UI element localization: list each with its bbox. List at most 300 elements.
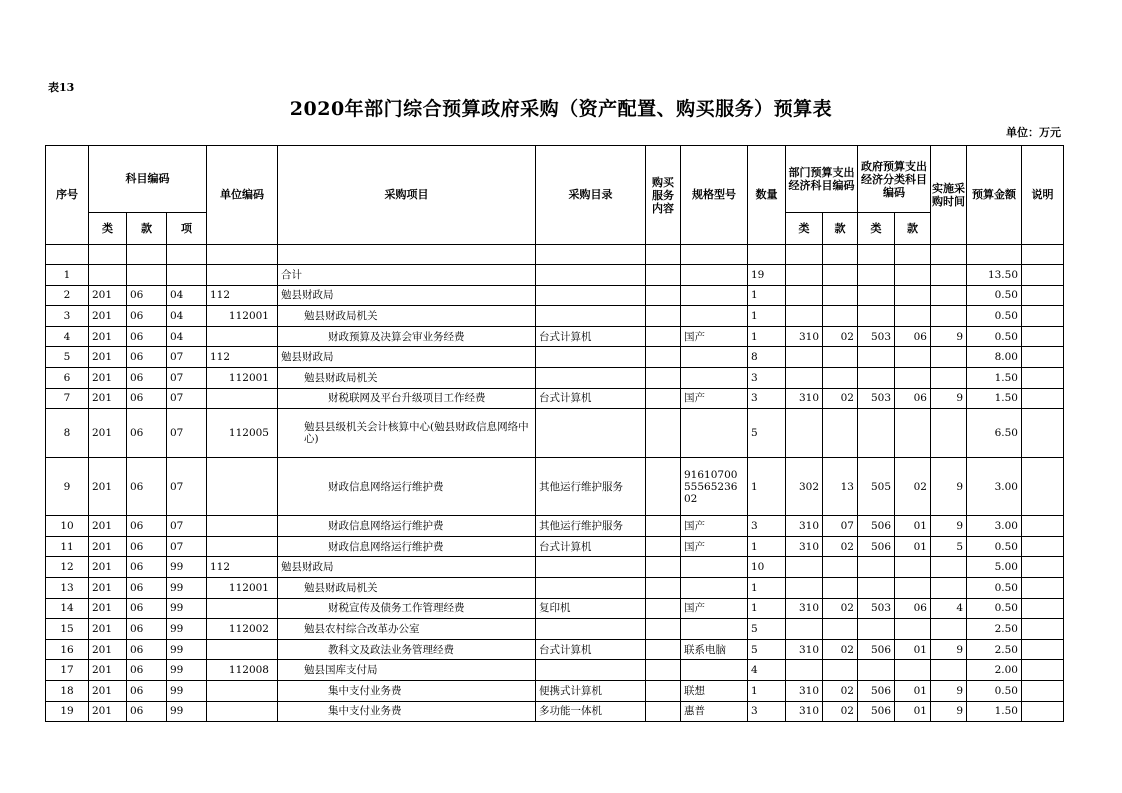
cell-lei: 201 (89, 458, 127, 516)
cell-seq: 16 (46, 639, 89, 660)
cell-time: 9 (931, 458, 967, 516)
cell-gov-kuan (895, 367, 931, 388)
cell-gov-kuan: 06 (895, 388, 931, 409)
cell-spec (681, 557, 748, 578)
cell-amount: 1.50 (967, 367, 1022, 388)
cell-lei: 201 (89, 388, 127, 409)
table-row (46, 680, 1064, 701)
cell-project: 财税宣传及债务工作管理经费 (278, 598, 536, 619)
cell-gov-kuan (895, 285, 931, 306)
cell-note (1022, 458, 1064, 516)
cell-lei: 201 (89, 577, 127, 598)
cell-qty: 1 (748, 306, 786, 327)
header-spec: 规格型号 (681, 146, 748, 245)
table-row (46, 598, 1064, 619)
cell-service (646, 516, 681, 537)
header-lei: 类 (89, 213, 127, 245)
header-kuan: 款 (127, 213, 167, 245)
cell-seq: 7 (46, 388, 89, 409)
cell-gov-kuan: 01 (895, 680, 931, 701)
header-note: 说明 (1022, 146, 1064, 245)
cell-seq: 18 (46, 680, 89, 701)
cell-project: 财政信息网络运行维护费 (278, 516, 536, 537)
cell-unit-code (207, 326, 278, 347)
header-service: 购买服务内容 (646, 146, 681, 245)
cell-amount: 0.50 (967, 326, 1022, 347)
cell-gov-lei: 506 (858, 639, 895, 660)
cell-service (646, 701, 681, 722)
table-row (46, 660, 1064, 681)
cell-catalog (536, 660, 646, 681)
cell-dept-lei: 310 (786, 326, 823, 347)
cell-dept-kuan (823, 577, 858, 598)
cell-seq: 1 (46, 265, 89, 286)
cell-kuan: 06 (127, 516, 167, 537)
table-row (46, 265, 1064, 286)
cell-time (931, 619, 967, 640)
cell-dept-kuan (823, 306, 858, 327)
cell-kuan: 06 (127, 598, 167, 619)
cell-project: 集中支付业务费 (278, 680, 536, 701)
header-catalog: 采购目录 (536, 146, 646, 245)
table-row (46, 619, 1064, 640)
cell-dept-lei (786, 347, 823, 368)
cell-note (1022, 701, 1064, 722)
cell-unit-code: 112 (207, 285, 278, 306)
table-row (46, 306, 1064, 327)
cell-dept-kuan (823, 409, 858, 458)
cell-lei: 201 (89, 536, 127, 557)
cell-gov-lei (858, 367, 895, 388)
cell-project: 勉县国库支付局 (278, 660, 536, 681)
cell-time: 5 (931, 536, 967, 557)
table-row (46, 409, 1064, 458)
cell-service (646, 536, 681, 557)
cell-gov-kuan (895, 577, 931, 598)
cell-catalog: 台式计算机 (536, 326, 646, 347)
cell-unit-code: 112001 (207, 367, 278, 388)
cell-amount: 0.50 (967, 285, 1022, 306)
cell-dept-kuan (823, 660, 858, 681)
cell-unit-code: 112002 (207, 619, 278, 640)
page-title: 2020年部门综合预算政府采购（资产配置、购买服务）预算表 (289, 98, 833, 120)
cell-catalog: 台式计算机 (536, 639, 646, 660)
cell-spec: 国产 (681, 326, 748, 347)
cell-spec (681, 367, 748, 388)
spacer-row (46, 245, 1064, 265)
cell-service (646, 458, 681, 516)
cell-gov-kuan (895, 409, 931, 458)
cell-gov-kuan (895, 619, 931, 640)
cell-spec: 916107005556523602 (681, 458, 748, 516)
cell-unit-code: 112 (207, 557, 278, 578)
cell-kuan: 06 (127, 639, 167, 660)
cell-gov-kuan: 01 (895, 516, 931, 537)
cell-amount: 0.50 (967, 598, 1022, 619)
cell-qty: 5 (748, 619, 786, 640)
cell-qty: 3 (748, 388, 786, 409)
cell-gov-kuan (895, 660, 931, 681)
cell-seq: 6 (46, 367, 89, 388)
cell-time (931, 409, 967, 458)
cell-spec (681, 265, 748, 286)
cell-kuan: 06 (127, 388, 167, 409)
cell-catalog: 其他运行维护服务 (536, 458, 646, 516)
cell-note (1022, 577, 1064, 598)
cell-gov-lei: 506 (858, 701, 895, 722)
cell-qty: 10 (748, 557, 786, 578)
cell-note (1022, 557, 1064, 578)
cell-qty: 3 (748, 367, 786, 388)
cell-unit-code (207, 388, 278, 409)
cell-unit-code: 112 (207, 347, 278, 368)
cell-seq: 13 (46, 577, 89, 598)
cell-dept-lei: 310 (786, 701, 823, 722)
cell-note (1022, 536, 1064, 557)
cell-amount: 0.50 (967, 536, 1022, 557)
cell-xiang: 99 (167, 598, 207, 619)
cell-spec (681, 306, 748, 327)
table-row (46, 458, 1064, 516)
cell-spec (681, 660, 748, 681)
cell-spec: 联想 (681, 680, 748, 701)
table-row (46, 536, 1064, 557)
cell-gov-lei (858, 619, 895, 640)
cell-seq: 14 (46, 598, 89, 619)
cell-spec (681, 347, 748, 368)
cell-project: 勉县财政局 (278, 347, 536, 368)
header-dept-econ: 部门预算支出经济科目编码 (786, 146, 858, 213)
cell-gov-lei (858, 409, 895, 458)
header-qty: 数量 (748, 146, 786, 245)
cell-spec (681, 619, 748, 640)
cell-gov-lei (858, 306, 895, 327)
header-xiang: 项 (167, 213, 207, 245)
cell-amount: 6.50 (967, 409, 1022, 458)
cell-spec: 惠普 (681, 701, 748, 722)
cell-time (931, 367, 967, 388)
cell-dept-kuan: 02 (823, 536, 858, 557)
cell-lei: 201 (89, 367, 127, 388)
cell-note (1022, 660, 1064, 681)
cell-time: 9 (931, 516, 967, 537)
cell-catalog (536, 577, 646, 598)
cell-dept-lei: 302 (786, 458, 823, 516)
cell-dept-kuan (823, 285, 858, 306)
cell-dept-lei (786, 577, 823, 598)
cell-project: 勉县财政局机关 (278, 367, 536, 388)
cell-gov-kuan: 01 (895, 536, 931, 557)
cell-gov-kuan (895, 347, 931, 368)
table-row (46, 516, 1064, 537)
cell-unit-code (207, 516, 278, 537)
cell-xiang (167, 265, 207, 286)
cell-gov-kuan: 06 (895, 598, 931, 619)
cell-lei: 201 (89, 285, 127, 306)
cell-seq: 15 (46, 619, 89, 640)
cell-time (931, 265, 967, 286)
cell-project: 合计 (278, 265, 536, 286)
cell-gov-lei (858, 660, 895, 681)
cell-catalog (536, 347, 646, 368)
cell-spec (681, 409, 748, 458)
cell-service (646, 680, 681, 701)
cell-catalog: 复印机 (536, 598, 646, 619)
cell-xiang: 99 (167, 701, 207, 722)
cell-amount: 5.00 (967, 557, 1022, 578)
cell-lei: 201 (89, 516, 127, 537)
cell-xiang: 04 (167, 306, 207, 327)
cell-gov-lei (858, 265, 895, 286)
cell-qty: 8 (748, 347, 786, 368)
cell-dept-kuan: 02 (823, 326, 858, 347)
header-gov-kuan: 款 (895, 213, 931, 245)
cell-time (931, 285, 967, 306)
cell-service (646, 285, 681, 306)
cell-xiang: 99 (167, 639, 207, 660)
cell-dept-lei: 310 (786, 536, 823, 557)
table-row (46, 701, 1064, 722)
cell-xiang: 99 (167, 577, 207, 598)
cell-note (1022, 265, 1064, 286)
cell-spec: 国产 (681, 598, 748, 619)
cell-spec: 国产 (681, 516, 748, 537)
cell-note (1022, 326, 1064, 347)
cell-dept-kuan: 13 (823, 458, 858, 516)
cell-xiang: 99 (167, 619, 207, 640)
cell-project: 财政信息网络运行维护费 (278, 458, 536, 516)
cell-kuan: 06 (127, 326, 167, 347)
cell-gov-lei (858, 285, 895, 306)
header-time: 实施采购时间 (931, 146, 967, 245)
cell-amount: 2.50 (967, 639, 1022, 660)
cell-service (646, 347, 681, 368)
cell-dept-lei (786, 409, 823, 458)
cell-note (1022, 306, 1064, 327)
cell-kuan: 06 (127, 285, 167, 306)
header-seq: 序号 (46, 146, 89, 245)
cell-kuan: 06 (127, 660, 167, 681)
cell-gov-lei (858, 557, 895, 578)
cell-qty: 1 (748, 285, 786, 306)
cell-project: 勉县财政局 (278, 557, 536, 578)
cell-service (646, 367, 681, 388)
cell-amount: 1.50 (967, 701, 1022, 722)
cell-catalog (536, 367, 646, 388)
cell-unit-code (207, 265, 278, 286)
cell-time (931, 306, 967, 327)
cell-lei (89, 265, 127, 286)
cell-qty: 3 (748, 516, 786, 537)
cell-qty: 19 (748, 265, 786, 286)
header-project: 采购项目 (278, 146, 536, 245)
unit-label: 单位：万元 (1006, 126, 1061, 139)
cell-unit-code: 112001 (207, 306, 278, 327)
cell-lei: 201 (89, 347, 127, 368)
cell-spec (681, 285, 748, 306)
header-dept-lei: 类 (786, 213, 823, 245)
cell-time: 9 (931, 326, 967, 347)
table-header (46, 146, 1064, 265)
cell-lei: 201 (89, 326, 127, 347)
cell-project: 勉县农村综合改革办公室 (278, 619, 536, 640)
cell-dept-kuan: 02 (823, 680, 858, 701)
cell-gov-lei: 506 (858, 680, 895, 701)
cell-time: 4 (931, 598, 967, 619)
cell-qty: 5 (748, 639, 786, 660)
cell-seq: 12 (46, 557, 89, 578)
cell-unit-code (207, 536, 278, 557)
cell-kuan: 06 (127, 577, 167, 598)
cell-gov-kuan: 01 (895, 639, 931, 660)
cell-seq: 4 (46, 326, 89, 347)
cell-unit-code (207, 458, 278, 516)
cell-note (1022, 619, 1064, 640)
cell-gov-lei: 503 (858, 388, 895, 409)
cell-time: 9 (931, 388, 967, 409)
table-row (46, 347, 1064, 368)
cell-gov-kuan: 06 (895, 326, 931, 347)
cell-qty: 3 (748, 701, 786, 722)
cell-project: 财政预算及决算会审业务经费 (278, 326, 536, 347)
cell-xiang: 07 (167, 409, 207, 458)
cell-kuan: 06 (127, 701, 167, 722)
cell-dept-lei (786, 306, 823, 327)
cell-project: 财政信息网络运行维护费 (278, 536, 536, 557)
table-id: 表13 (48, 81, 75, 94)
cell-kuan (127, 265, 167, 286)
cell-amount: 3.00 (967, 458, 1022, 516)
cell-gov-kuan (895, 265, 931, 286)
cell-xiang: 07 (167, 458, 207, 516)
cell-unit-code: 112008 (207, 660, 278, 681)
cell-spec (681, 577, 748, 598)
cell-note (1022, 285, 1064, 306)
cell-lei: 201 (89, 660, 127, 681)
cell-time: 9 (931, 639, 967, 660)
cell-amount: 0.50 (967, 577, 1022, 598)
cell-amount: 0.50 (967, 680, 1022, 701)
cell-xiang: 07 (167, 388, 207, 409)
cell-service (646, 660, 681, 681)
table-row (46, 557, 1064, 578)
cell-time: 9 (931, 680, 967, 701)
cell-project: 教科文及政法业务管理经费 (278, 639, 536, 660)
cell-qty: 1 (748, 458, 786, 516)
cell-dept-lei (786, 619, 823, 640)
cell-project: 勉县财政局机关 (278, 577, 536, 598)
cell-project: 勉县县级机关会计核算中心(勉县财政信息网络中心) (278, 409, 536, 458)
cell-kuan: 06 (127, 557, 167, 578)
cell-amount: 13.50 (967, 265, 1022, 286)
cell-service (646, 639, 681, 660)
cell-spec: 国产 (681, 388, 748, 409)
cell-lei: 201 (89, 557, 127, 578)
cell-dept-lei (786, 367, 823, 388)
cell-unit-code (207, 639, 278, 660)
cell-kuan: 06 (127, 458, 167, 516)
cell-gov-kuan (895, 306, 931, 327)
table-row (46, 388, 1064, 409)
cell-unit-code: 112005 (207, 409, 278, 458)
cell-xiang: 04 (167, 326, 207, 347)
cell-seq: 2 (46, 285, 89, 306)
cell-dept-lei: 310 (786, 516, 823, 537)
cell-gov-lei: 505 (858, 458, 895, 516)
cell-lei: 201 (89, 306, 127, 327)
cell-service (646, 388, 681, 409)
cell-seq: 19 (46, 701, 89, 722)
table-row (46, 285, 1064, 306)
cell-time (931, 347, 967, 368)
table-row (46, 639, 1064, 660)
cell-xiang: 99 (167, 680, 207, 701)
cell-lei: 201 (89, 598, 127, 619)
cell-catalog: 其他运行维护服务 (536, 516, 646, 537)
cell-time (931, 660, 967, 681)
cell-catalog (536, 557, 646, 578)
cell-gov-lei: 503 (858, 326, 895, 347)
cell-dept-kuan (823, 557, 858, 578)
header-amount: 预算金额 (967, 146, 1022, 245)
cell-xiang: 99 (167, 660, 207, 681)
cell-xiang: 07 (167, 347, 207, 368)
cell-note (1022, 598, 1064, 619)
cell-spec: 国产 (681, 536, 748, 557)
cell-xiang: 04 (167, 285, 207, 306)
cell-note (1022, 347, 1064, 368)
cell-dept-lei: 310 (786, 388, 823, 409)
cell-gov-kuan: 01 (895, 701, 931, 722)
cell-kuan: 06 (127, 680, 167, 701)
cell-time (931, 577, 967, 598)
cell-amount: 2.50 (967, 619, 1022, 640)
cell-dept-lei: 310 (786, 680, 823, 701)
cell-kuan: 06 (127, 306, 167, 327)
cell-note (1022, 409, 1064, 458)
cell-dept-lei (786, 557, 823, 578)
cell-dept-lei (786, 660, 823, 681)
cell-xiang: 07 (167, 367, 207, 388)
cell-dept-kuan: 02 (823, 639, 858, 660)
cell-catalog: 多功能一体机 (536, 701, 646, 722)
header-gov-lei: 类 (858, 213, 895, 245)
cell-catalog: 台式计算机 (536, 388, 646, 409)
cell-lei: 201 (89, 680, 127, 701)
cell-dept-lei: 310 (786, 639, 823, 660)
cell-dept-kuan (823, 347, 858, 368)
cell-kuan: 06 (127, 367, 167, 388)
cell-project: 勉县财政局 (278, 285, 536, 306)
cell-service (646, 306, 681, 327)
cell-qty: 1 (748, 577, 786, 598)
cell-spec: 联系电脑 (681, 639, 748, 660)
header-gov-econ: 政府预算支出经济分类科目编码 (858, 146, 931, 213)
cell-catalog: 便携式计算机 (536, 680, 646, 701)
header-unit-code: 单位编码 (207, 146, 278, 245)
cell-xiang: 07 (167, 536, 207, 557)
header-dept-kuan: 款 (823, 213, 858, 245)
cell-project: 财税联网及平台升级项目工作经费 (278, 388, 536, 409)
budget-table (45, 145, 1064, 722)
cell-seq: 17 (46, 660, 89, 681)
cell-seq: 9 (46, 458, 89, 516)
cell-qty: 1 (748, 326, 786, 347)
cell-dept-lei: 310 (786, 598, 823, 619)
cell-seq: 5 (46, 347, 89, 368)
cell-catalog (536, 306, 646, 327)
cell-service (646, 619, 681, 640)
